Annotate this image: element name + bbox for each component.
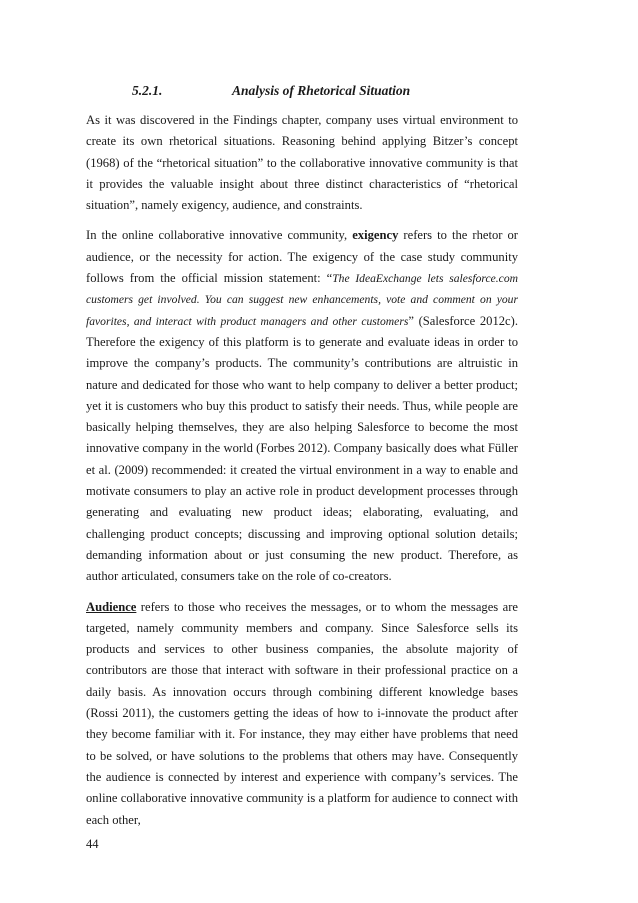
- paragraph-intro-text: As it was discovered in the Findings chapter, company uses virtual environment to create its own rhetorical situations. Reasoning behind applying Bitzer’s concept (1968) of the “rhetorical situation” to the collaborative innovative community is that it provides the valuable insight about three distinct characteristics of “rhetorical situation”, namely exigency, audience, and constraints.: [86, 113, 518, 213]
- page-number: 44: [86, 837, 99, 851]
- paragraph-exigency: [86, 225, 518, 587]
- mission-quote: The IdeaExchange lets salesforce.com customers get involved. You can suggest new enhancements, vote and comment on your favorites, and interact with product managers and other customers: [86, 272, 518, 328]
- audience-text: refers to those who receives the messages, or to whom the messages are targeted, namely community members and company. Since Salesforce sells its products and services to other business companies, the absolute majority of contributors are those that interact with software in their professional practice on a daily basis. As innovation occurs through combining different knowledge bases (Rossi 2011), the customers getting the ideas of how to i-innovate the product after they become familiar with it. For instance, they may either have problems that need to be solved, or have solutions to the problems that others may have. Consequently the audience is connected by interest and experience with company’s services. The online collaborative innovative community is a platform for audience to connect with each other,: [86, 599, 518, 827]
- section-title: Analysis of Rhetorical Situation: [232, 83, 411, 98]
- body-text: [86, 110, 518, 840]
- audience-term: Audience: [86, 599, 137, 614]
- section-number: 5.2.1.: [132, 83, 163, 98]
- exigency-text-b: refers to the rhetor or audience, or the necessity for action. The exigency of the case study community follows from the official mission statement: “: [86, 228, 518, 286]
- paragraph-intro: [86, 110, 518, 216]
- exigency-term: exigency: [352, 228, 399, 243]
- section-heading: [132, 83, 410, 99]
- paragraph-audience: [86, 597, 518, 831]
- exigency-text-c: ” (Salesforce 2012c). Therefore the exigency of this platform is to generate and evaluate ideas in order to improve the company’s products. The community’s contributions are altruistic in nature and dedicated for those who want to help company to deliver a better product; yet it is customers who buy this product to satisfy their needs. Thus, while people are basically helping themselves, they are also helping Salesforce to become the most innovative company in the world (Forbes 2012). Company basically does what Füller et al. (2009) recommended: it created the virtual environment in a way to enable and motivate consumers to play an active role in product development processes through generating and evaluating new product ideas; elaborating, evaluating, and challenging product concepts; discussing and improving optional solution details; demanding information about or just consuming the new product. Therefore, as author articulated, consumers take on the role of co-creators.: [86, 313, 518, 584]
- exigency-text-a: In the online collaborative innovative community,: [86, 228, 353, 243]
